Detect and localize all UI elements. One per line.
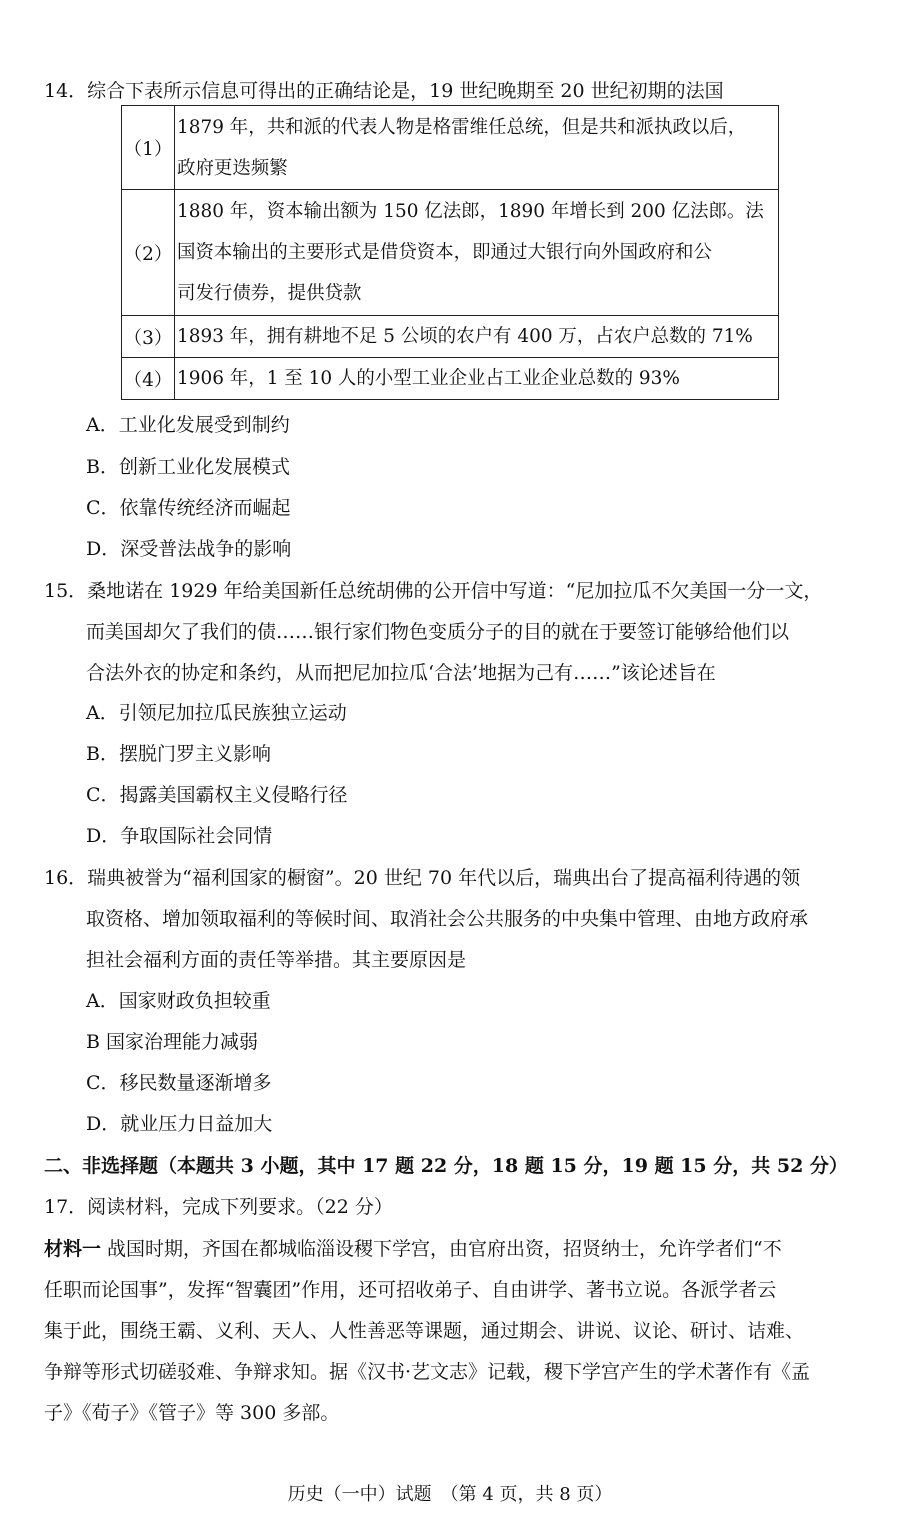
row-text-line: 1879 年，共和派的代表人物是格雷维任总统，但是共和派执政以后， <box>177 116 747 138</box>
row-index: （3） <box>122 316 175 358</box>
material-1-line-2: 任职而论国事”，发挥“智囊团”作用，还可招收弟子、自由讲学、著书立说。各派学者云 <box>44 1279 777 1301</box>
page-footer: 历史（一中）试题 （第 4 页，共 8 页） <box>287 1484 613 1505</box>
section-2-title: 二、非选择题（本题共 3 小题，其中 17 题 22 分，18 题 15 分，19 题 15 分，共 52 分） <box>44 1155 848 1177</box>
material-1-line-3: 集于此，围绕王霸、义利、天人、人性善恶等课题，通过期会、讲说、议论、研讨、诘难、 <box>44 1320 805 1342</box>
material-1-label: 材料一 <box>44 1238 102 1260</box>
row-text <box>175 190 779 316</box>
q14-option-d: D．深受普法战争的影响 <box>86 538 292 560</box>
row-index: （1） <box>122 106 175 190</box>
q14-option-a: A．工业化发展受到制约 <box>86 414 290 436</box>
material-1-line-1 <box>44 1236 782 1262</box>
q15-option-b: B．摆脱门罗主义影响 <box>86 743 271 765</box>
row-text-line: 1906 年，1 至 10 人的小型工业企业占工业企业总数的 93% <box>177 368 680 389</box>
q16-stem-line-2: 取资格、增加领取福利的等候时间、取消社会公共服务的中央集中管理、由地方政府承 <box>86 908 809 930</box>
material-1-line-4: 争辩等形式切磋驳难、争辩求知。据《汉书·艺文志》记载，稷下学宫产生的学术著作有《孟 <box>44 1361 811 1383</box>
row-index: （4） <box>122 358 175 400</box>
row-text-line: 政府更迭频繁 <box>177 157 288 179</box>
q16-option-d: D．就业压力日益加大 <box>86 1113 273 1135</box>
q15-option-a: A．引领尼加拉瓜民族独立运动 <box>86 702 347 724</box>
q15-option-c: C．揭露美国霸权主义侵略行径 <box>86 784 348 806</box>
q16-option-a: A．国家财政负担较重 <box>86 990 271 1012</box>
q15-stem-line-1: 15．桑地诺在 1929 年给美国新任总统胡佛的公开信中写道：“尼加拉瓜不欠美国一分一文， <box>44 580 823 602</box>
table-row <box>122 358 779 400</box>
q14-option-c: C．依靠传统经济而崛起 <box>86 497 291 519</box>
row-text-line: 司发行债券，提供贷款 <box>177 283 362 304</box>
table-row <box>122 190 779 316</box>
q14-table <box>121 105 779 400</box>
q16-option-b: B 国家治理能力减弱 <box>86 1031 259 1053</box>
q17-stem: 17．阅读材料，完成下列要求。（22 分） <box>44 1196 393 1218</box>
material-1-text: 战国时期，齐国在都城临淄设稷下学宫，由官府出资，招贤纳士，允许学者们“不 <box>101 1238 782 1260</box>
row-text-line: 1893 年，拥有耕地不足 5 公顷的农户有 400 万，占农户总数的 71% <box>177 326 753 347</box>
q15-stem-line-2: 而美国却欠了我们的债……银行家们物色变质分子的目的就在于要签订能够给他们以 <box>86 621 790 643</box>
q16-stem-line-1: 16．瑞典被誉为“福利国家的橱窗”。20 世纪 70 年代以后，瑞典出台了提高福利待遇的领 <box>44 867 801 889</box>
row-text <box>175 106 779 190</box>
material-1-line-5: 子》《荀子》《管子》等 300 多部。 <box>44 1402 340 1424</box>
row-text-line: 国资本输出的主要形式是借贷资本，即通过大银行向外国政府和公 <box>177 242 712 263</box>
row-text <box>175 358 779 400</box>
q15-stem-line-3: 合法外衣的协定和条约，从而把尼加拉瓜‘合法’地据为己有……”该论述旨在 <box>86 662 716 684</box>
row-text <box>175 316 779 358</box>
q16-stem-line-3: 担社会福利方面的责任等举措。其主要原因是 <box>86 949 467 971</box>
row-index: （2） <box>122 190 175 316</box>
table-row <box>122 106 779 190</box>
q15-option-d: D．争取国际社会同情 <box>86 825 273 847</box>
q14-stem: 14．综合下表所示信息可得出的正确结论是，19 世纪晚期至 20 世纪初期的法国 <box>44 80 724 102</box>
q14-option-b: B．创新工业化发展模式 <box>86 456 290 478</box>
row-text-line: 1880 年，资本输出额为 150 亿法郎，1890 年增长到 200 亿法郎。法 <box>177 201 764 222</box>
q16-option-c: C．移民数量逐渐增多 <box>86 1072 272 1094</box>
table-row <box>122 316 779 358</box>
